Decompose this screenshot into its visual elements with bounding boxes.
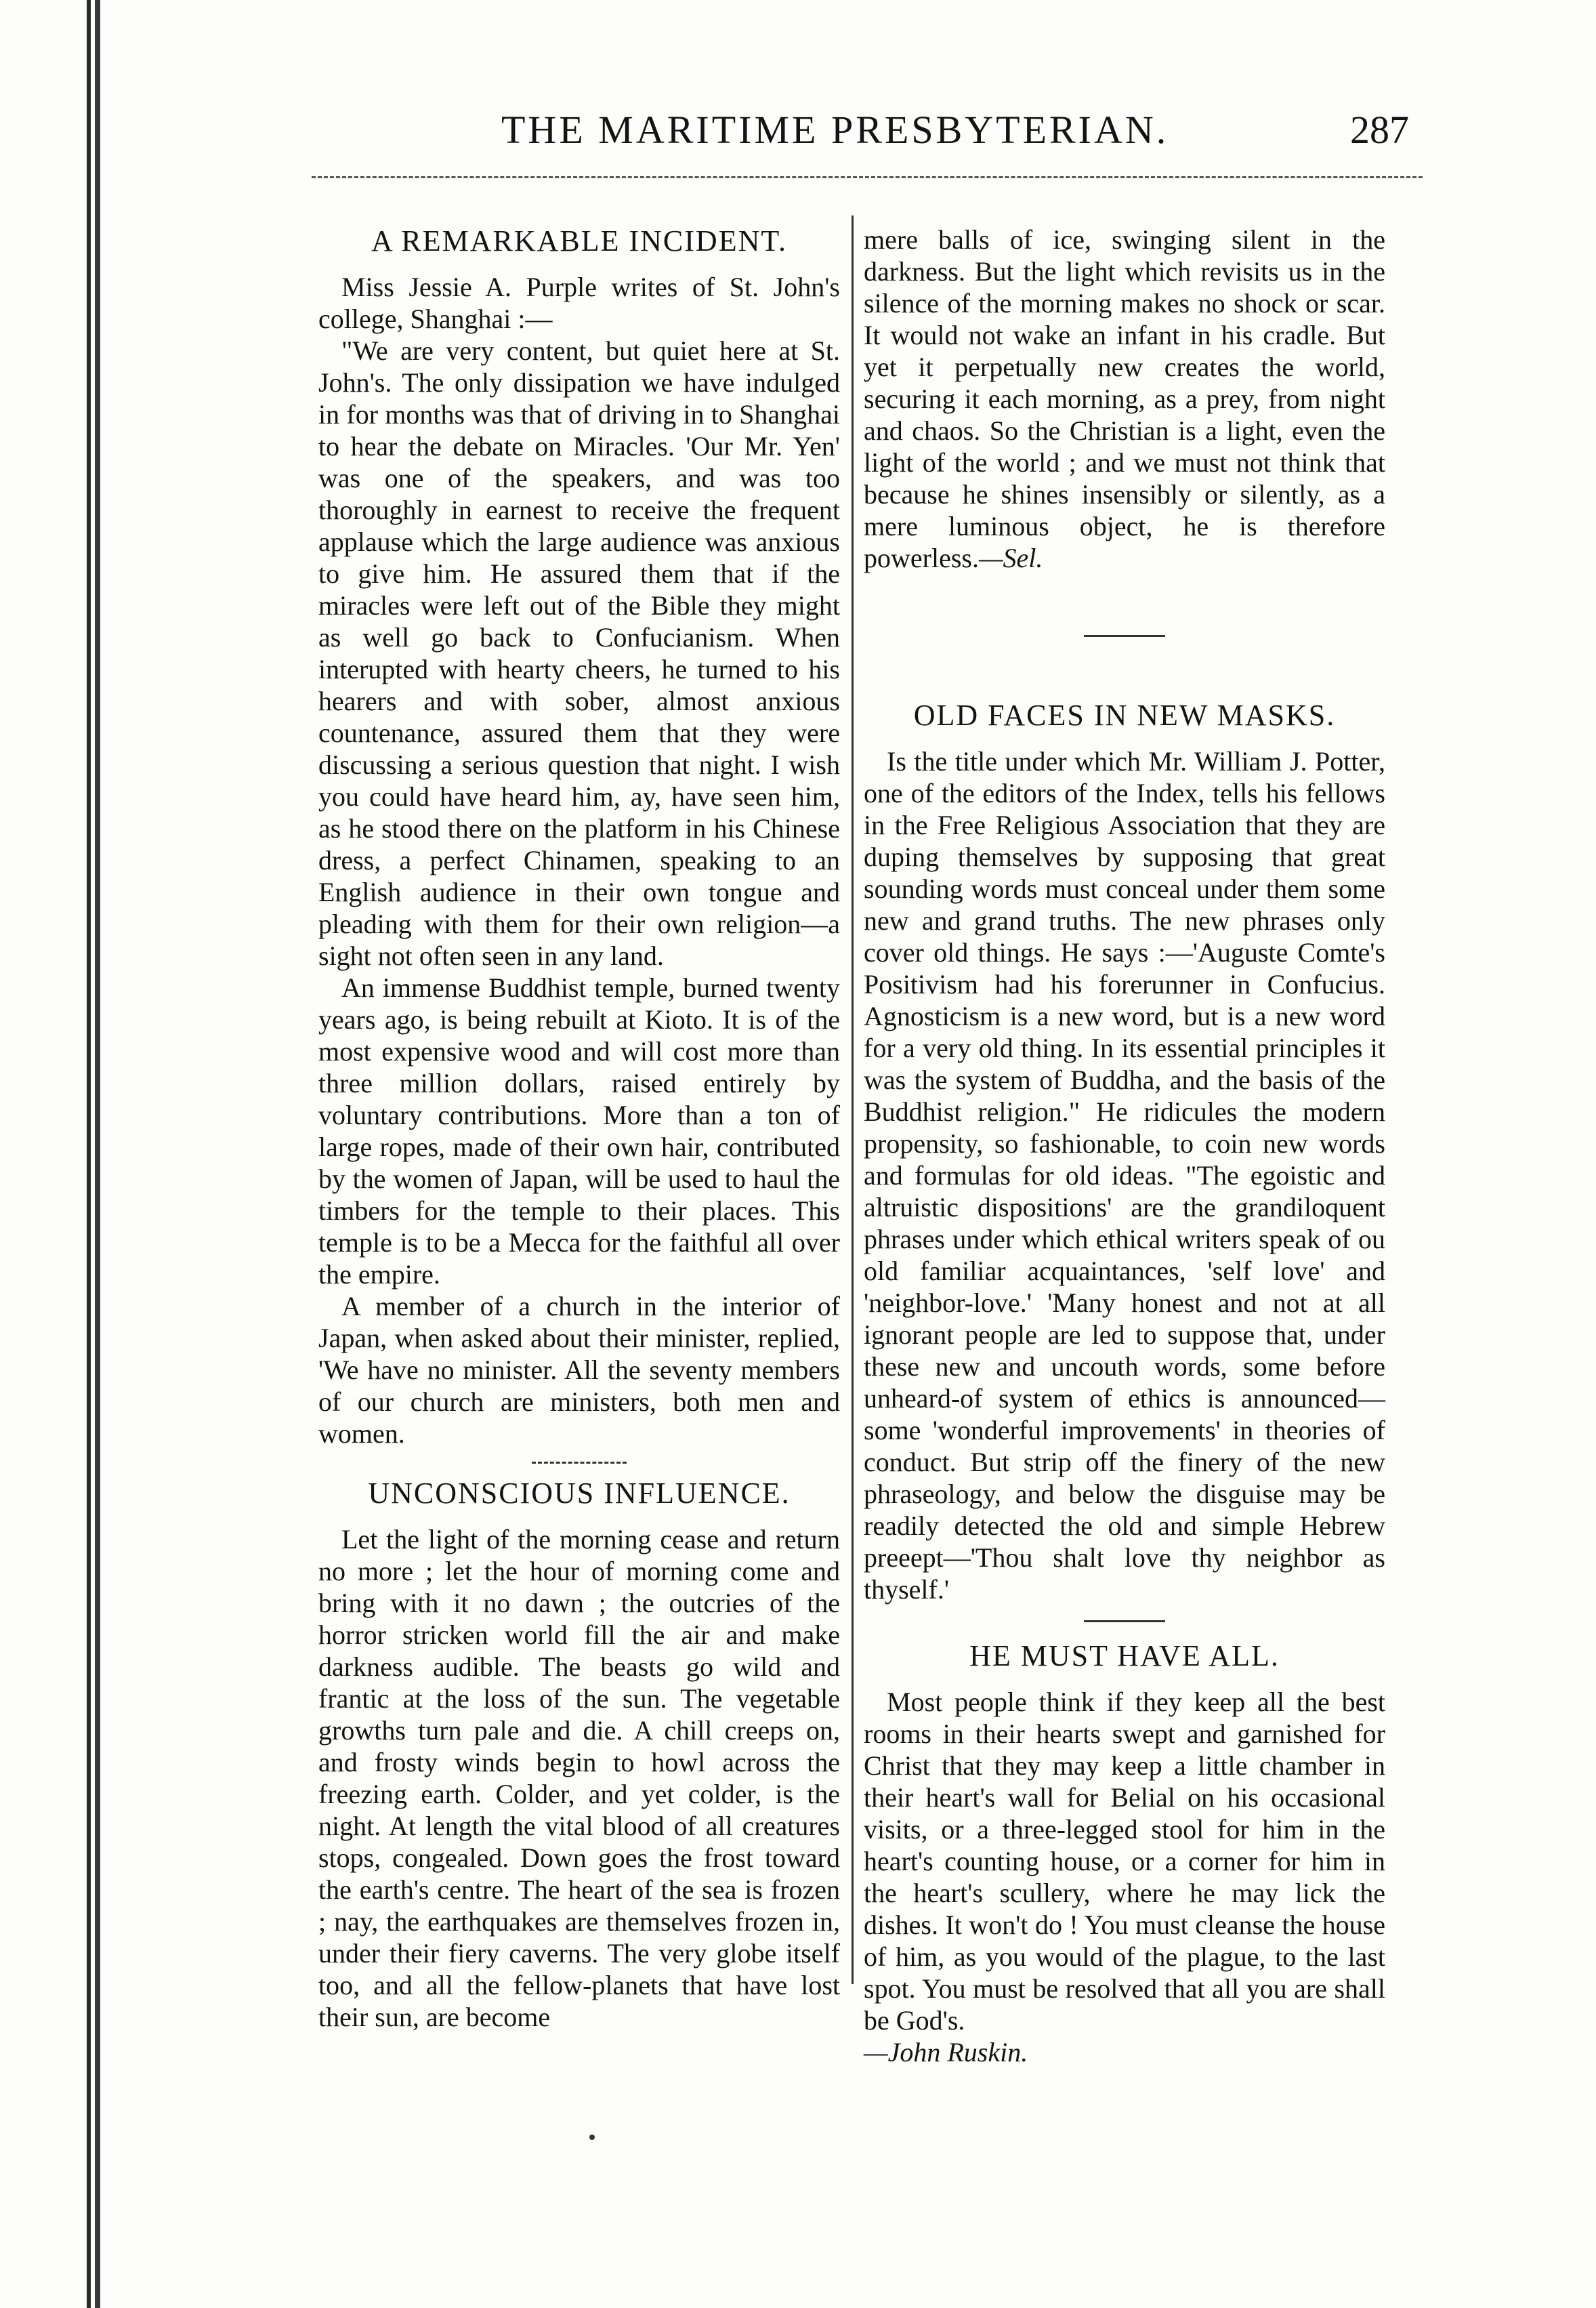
printer-mark [589, 2135, 595, 2140]
page-binding-edge [87, 0, 100, 2308]
article-paragraph: Miss Jessie A. Purple writes of St. John's college, Shanghai :— [318, 272, 840, 334]
section-separator [532, 1462, 627, 1464]
article-credit: —John Ruskin. [864, 2037, 1028, 2067]
article-heading-remarkable-incident: A REMARKABLE INCIDENT. [371, 224, 787, 257]
left-column [318, 224, 840, 2033]
article-paragraph: Is the title under which Mr. William J. Potter, one of the editors of the Index, tells his fellows in the Free Religious Association that they are duping themselves by supposing that great sounding words must conceal under them some new and grand truths. The new phrases only cover old things. He says :—'Auguste Comte's Positivism had his forerunner in Confucius. Agnosticism is a new word, but is a new word for a very old thing. In its essential principles it was the system of Buddha, and the basis of the Buddhist religion." He ridicules the modern propensity, so fashionable, to coin new words and formulas for old ideas. "The egoistic and altruistic dispositions' are the grandiloquent phrases under which ethical writers speak of ou old familiar acquaintances, 'self love' and 'neighbor-love.' 'Many honest and not at all ignorant people are led to suppose that, under these new and uncouth words, some before unheard-of system of ethics is announced—some 'wonderful improvements' in theories of conduct. But strip off the finery of the new phraseology, and below the disguise may be readily detected the old and simple Hebrew preeept—'Thou shalt love thy neighbor as thyself.' [864, 746, 1385, 1605]
article-paragraph: Let the light of the morning cease and return no more ; let the hour of morning come and bring with it no dawn ; the outcries of the horror stricken world fill the air and make darkness audible. The beasts go wild and frantic at the loss of the sun. The vegetable growths turn pale and die. A chill creeps on, and frosty winds begin to howl across the freezing earth. Colder, and yet colder, is the night. At length the vital blood of all creatures stops, congealed. Down goes the frost toward the earth's centre. The heart of the sea is frozen ; nay, the earthquakes are themselves frozen in, under their fiery caverns. The very globe itself too, and all the fellow-planets that have lost their sun, are become [318, 1524, 840, 2032]
article-paragraph: "We are very content, but quiet here at St. John's. The only dissipation we have indulged in for months was that of driving in to Shanghai to hear the debate on Miracles. 'Our Mr. Yen' was one of the speakers, and was too thoroughly in earnest to receive the frequent applause which the large audience was anxious to give him. He assured them that if the miracles were left out of the Bible they might as well go back to Confucianism. When interupted with hearty cheers, he turned to his hearers and with sober, almost anxious countenance, assured them that they were discussing a serious question that night. I wish you could have heard him, ay, have seen him, as he stood there on the platform in his Chinese dress, a perfect Chinamen, speaking to an English audience in their own tongue and pleading with them for their own religion—a sight not often seen in any land. [318, 335, 840, 971]
article-heading-he-must-have-all: HE MUST HAVE ALL. [969, 1639, 1280, 1672]
article-continued-text: mere balls of ice, swinging silent in the darkness. But the light which revisits us in the silence of the morning makes no shock or scar. It would not wake an infant in his cradle. But yet it perpetually new creates the world, securing it each morning, as a prey, from night and chaos. So the Christian is a light, even the light of the world ; and we must not think that because he shines insensibly or silently, as a mere luminous object, he is therefore powerless. [864, 224, 1385, 573]
article-paragraph: An immense Buddhist temple, burned twenty years ago, is being rebuilt at Kioto. It is of the most expensive wood and will cost more than three million dollars, raised entirely by voluntary contributions. More than a ton of large ropes, made of their own hair, contributed by the women of Japan, will be used to haul the timbers for the temple to their places. This temple is to be a Mecca for the faithful all over the empire. [318, 972, 840, 1290]
column-divider [852, 215, 854, 1984]
article-paragraph: Most people think if they keep all the best rooms in their hearts swept and garnished for Christ that they may keep a little chamber in their heart's wall for Belial on his occasional visits, or a three-legged stool for him in the heart's counting house, or a corner for him in the heart's scullery, where he may lick the dishes. It won't do ! You must cleanse the house of him, as you would of the plague, to the last spot. You must be resolved that all you are shall be God's. [864, 1687, 1385, 2036]
article-heading-unconscious-influence: UNCONSCIOUS INFLUENCE. [368, 1477, 791, 1510]
article-heading-old-faces: OLD FACES IN NEW MASKS. [913, 699, 1336, 732]
section-separator [1084, 1620, 1165, 1622]
section-separator [1084, 635, 1165, 637]
right-column [864, 224, 1385, 2068]
article-credit: —Sel. [978, 543, 1043, 573]
page-number: 287 [1350, 108, 1409, 152]
running-header [312, 107, 1423, 188]
article-paragraph-continued [864, 224, 1385, 574]
publication-title: THE MARITIME PRESBYTERIAN. [501, 108, 1169, 152]
header-rule [312, 176, 1423, 178]
article-paragraph: A member of a church in the interior of Japan, when asked about their minister, replied, 'We have no minister. All the seventy members of our church are ministers, both men and women. [318, 1291, 840, 1449]
